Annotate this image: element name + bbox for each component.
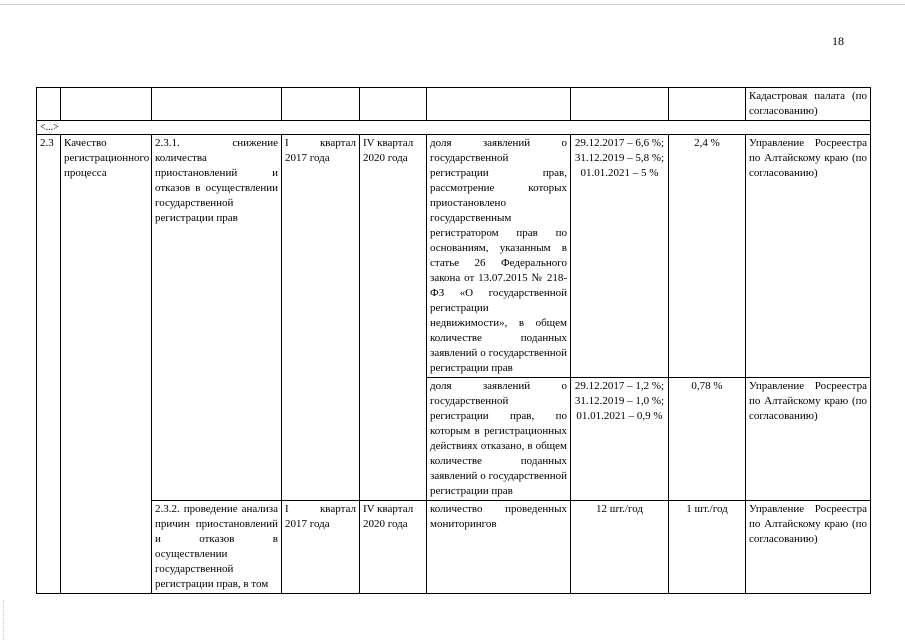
cell-empty [282,88,360,121]
table-row [37,501,871,594]
section-number: 2.3 [37,135,61,594]
measure-text: 2.3.1. снижение количества приостановлений и отказов в осуществлении государственной регистрации прав [152,135,282,501]
cell-empty [427,88,571,121]
table-row-continued [37,88,871,121]
indicator-target: 29.12.2017 – 6,6 %; 31.12.2019 – 5,8 %; 01.01.2021 – 5 % [571,135,669,378]
omission-mark: <...> [37,121,871,135]
scan-edge-marks [3,600,6,640]
cell-responsible: Кадастровая палата (по согласованию) [746,88,871,121]
indicator-target: 29.12.2017 – 1,2 %; 31.12.2019 – 1,0 %; 01.01.2021 – 0,9 % [571,378,669,501]
indicator-baseline: 0,78 % [669,378,746,501]
cell-empty [37,88,61,121]
indicator-name: доля заявлений о государственной регистрации прав, по которым в регистрационных действиях отказано, в общем количестве поданных заявлений о государственной регистрации прав [427,378,571,501]
cell-empty [61,88,152,121]
measures-table [36,87,871,594]
indicator-name: доля заявлений о государственной регистрации прав, рассмотрение которых приостановлено государственным регистратором прав по основаниям, указанным в статье 26 Федерального закона от 13.07.2015 № 218-ФЗ «О государственной регистрации недвижимости», в общем количестве поданных заявлений о государственной регистрации прав [427,135,571,378]
indicator-responsible: Управление Росреестра по Алтайскому краю (по согласованию) [746,135,871,378]
cell-empty [669,88,746,121]
indicator-responsible: Управление Росреестра по Алтайскому краю (по согласованию) [746,501,871,594]
end-date: IV квартал 2020 года [360,135,427,501]
indicator-baseline: 1 шт./год [669,501,746,594]
section-title: Качество регистрационного процесса [61,135,152,594]
table-row [37,135,871,378]
table-row-ellipsis [37,121,871,135]
indicator-name: количество проведенных мониторингов [427,501,571,594]
start-date: I квартал 2017 года [282,501,360,594]
measure-text: 2.3.2. проведение анализа причин приостановлений и отказов в осуществлении государственной регистрации прав, в том [152,501,282,594]
indicator-baseline: 2,4 % [669,135,746,378]
indicator-responsible: Управление Росреестра по Алтайскому краю (по согласованию) [746,378,871,501]
cell-empty [571,88,669,121]
end-date: IV квартал 2020 года [360,501,427,594]
page-number: 18 [832,34,844,48]
cell-empty [360,88,427,121]
start-date: I квартал 2017 года [282,135,360,501]
indicator-target: 12 шт./год [571,501,669,594]
cell-empty [152,88,282,121]
